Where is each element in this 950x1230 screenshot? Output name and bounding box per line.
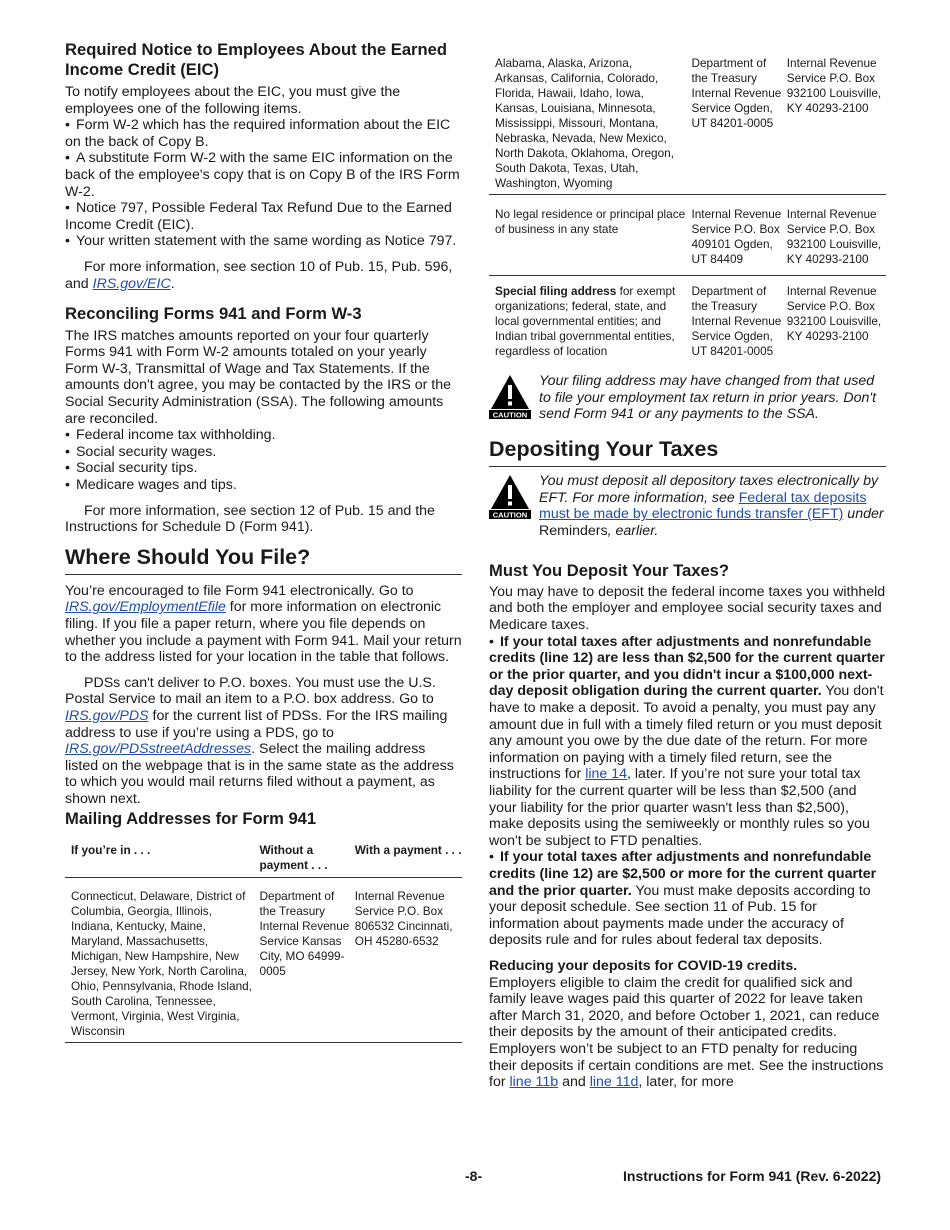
without-payment-cell: Department of the Treasury Internal Revenue Service Kansas City, MO 64999-0005	[259, 888, 350, 978]
caution-icon	[489, 473, 531, 524]
col-header-location: If you’re in . . .	[71, 842, 151, 857]
without-payment-cell: Internal Revenue Service P.O. Box 409101 Ogden, UT 84409	[691, 207, 782, 266]
states-cell: No legal residence or principal place of business in any state	[495, 207, 686, 236]
mailing-heading: Mailing Addresses for Form 941	[65, 809, 317, 829]
where-paragraph-1: You’re encouraged to file Form 941 electronically. Go to IRS.gov/EmploymentEfile for more information on electronic filing. If you file a paper return, where you file depends on whether you include a payment with Form 941. Mail your return to the address listed for your location in the table that follows.	[65, 582, 462, 666]
where-heading: Where Should You File?	[65, 544, 311, 569]
without-payment-cell: Department of the Treasury Internal Revenue Service Ogden, UT 84201-0005	[691, 56, 782, 130]
reconcile-bullet: • Social security wages.	[65, 444, 462, 461]
covid-body: Employers eligible to claim the credit for qualified sick and family leave wages paid this quarter of 2022 for leave taken after March 31, 2020, and before October 1, 2021, can reduce their deposits by the amount of their anticipated credits. Employers won’t be subject to an FTD penalty for reducing their deposits if certain conditions are met. See the instructions for line 11b and line 11d, later, for more	[489, 974, 884, 1091]
deposit-bullet-1: • If your total taxes after adjustments and nonrefundable credits (line 12) are less than $2,500 for the current quarter or the prior quarter, and you didn't incur a $100,000 next-day deposit obligation during the current quarter. You don't have to make a deposit. To avoid a penalty, you must pay any amount due in full with a timely filed return or you must deposit any amount you owe by the due date of the return. For more information on paying with a timely filed return, see the instructions for line 14, later. If you’re not sure your total tax liability for the current quarter will be less than $2,500 (and your liability for the prior quarter wasn't less than $2,500), make deposits using the semiweekly or monthly rules so you won't be subject to FTD penalties.	[489, 634, 886, 850]
mailing-table-right	[489, 56, 886, 359]
caution-note-eft	[489, 473, 886, 539]
caution-text: Your filing address may have changed from that used to file your employment tax return in prior years. Don't send Form 941 or any payments to the SSA.	[539, 373, 877, 423]
irs-pds-link[interactable]: IRS.gov/PDS	[65, 707, 149, 724]
caution-icon	[489, 373, 531, 424]
with-payment-cell: Internal Revenue Service P.O. Box 932100 Louisville, KY 40293-2100	[786, 284, 882, 343]
table-row	[489, 276, 886, 360]
must-deposit-heading: Must You Deposit Your Taxes?	[489, 561, 730, 581]
eic-bullet: • Notice 797, Possible Federal Tax Refund Due to the Earned Income Credit (EIC).	[65, 200, 462, 233]
line-11d-link[interactable]: line 11d	[589, 1074, 639, 1091]
reconcile-heading: Reconciling Forms 941 and Form W-3	[65, 304, 362, 324]
eic-bullet: • A substitute Form W-2 with the same EIC information on the back of the employee's copy that is on Copy B of the IRS Form W-2.	[65, 150, 462, 200]
must-deposit-body: You may have to deposit the federal income taxes you withheld and both the employer and employee social security taxes and Medicare taxes.	[489, 583, 886, 634]
employment-efile-link[interactable]: IRS.gov/EmploymentEfile	[65, 599, 226, 616]
table-row	[489, 195, 886, 276]
svg-text:CAUTION: CAUTION	[492, 510, 528, 519]
reconcile-bullet: • Medicare wages and tips.	[65, 477, 462, 494]
eic-heading: Required Notice to Employees About the Earned Income Credit (EIC)	[65, 40, 448, 79]
reconcile-bullet: • Social security tips.	[65, 460, 462, 477]
pds-street-addresses-link[interactable]: IRS.gov/PDSstreetAddresses	[65, 741, 252, 758]
eic-intro: To notify employees about the EIC, you must give the employees one of the following items.	[65, 84, 401, 117]
mailing-table-left	[65, 843, 462, 1043]
page-number: -8-	[465, 1168, 483, 1184]
line-14-link[interactable]: line 14	[585, 766, 628, 783]
caution-note-filing-address	[489, 373, 886, 424]
states-cell: Special filing address for exempt organizations; federal, state, and local governmental entities; and Indian tribal governmental entities, regardless of location	[495, 284, 676, 358]
where-paragraph-2: PDSs can't deliver to P.O. boxes. You must use the U.S. Postal Service to mail an item to a P.O. box address. Go to IRS.gov/PDS for the current list of PDSs. For the IRS mailing address to use if you’re using a PDS, go to IRS.gov/PDSstreetAddresses. Select the mailing address listed on the webpage that is in the same state as the address to which you would mail returns filed without a payment, as shown next.	[65, 674, 454, 807]
without-payment-cell: Department of the Treasury Internal Revenue Service Ogden, UT 84201-0005	[691, 284, 782, 358]
states-cell: Connecticut, Delaware, District of Columbia, Georgia, Illinois, Indiana, Kentucky, Maine, Maryland, Massachusetts, Michigan, New Hampshire, New Jersey, New York, North Carolina, Ohio, Pennsylvania, Rhode Island, South Carolina, Tennessee, Vermont, Virginia, West Virginia, Wisconsin	[71, 888, 252, 1038]
depositing-heading: Depositing Your Taxes	[489, 437, 719, 461]
left-column	[65, 40, 462, 1043]
svg-text:CAUTION: CAUTION	[492, 410, 528, 419]
reconcile-bullet: • Federal income tax withholding.	[65, 427, 462, 444]
with-payment-cell: Internal Revenue Service P.O. Box 932100 Louisville, KY 40293-2100	[786, 207, 882, 266]
table-row	[489, 56, 886, 195]
col-header-without-payment: Without a payment . . .	[259, 842, 328, 872]
caution-text: You must deposit all depository taxes electronically by EFT. For more information, see Federal tax deposits must be made by electronic funds transfer (EFT) under Reminders, earlier.	[539, 473, 884, 539]
irs-eic-link[interactable]: IRS.gov/EIC	[92, 275, 171, 292]
covid-heading: Reducing your deposits for COVID-19 credits.	[489, 957, 798, 974]
col-header-with-payment: With a payment . . .	[354, 842, 462, 857]
eic-bullet: • Form W-2 which has the required information about the EIC on the back of Copy B.	[65, 117, 462, 150]
reconcile-more: For more information, see section 12 of Pub. 15 and the Instructions for Schedule D (Form 941).	[65, 502, 435, 536]
divider	[65, 574, 462, 575]
states-cell: Alabama, Alaska, Arizona, Arkansas, California, Colorado, Florida, Hawaii, Idaho, Iowa, Kansas, Louisiana, Minnesota, Mississippi, Missouri, Montana, Nebraska, Nevada, New Mexico, North Dakota, Oklahoma, Oregon, South Dakota, Texas, Utah, Washington, Wyoming	[495, 56, 675, 190]
reconcile-body: The IRS matches amounts reported on your four quarterly Forms 941 with Form W-2 amounts totaled on your yearly Form W-3, Transmittal of Wage and Tax Statements. If the amounts don't agree, you may be contacted by the IRS or the Social Security Administration (SSA). The following amounts are reconciled.	[65, 327, 451, 427]
with-payment-cell: Internal Revenue Service P.O. Box 806532 Cincinnati, OH 45280-6532	[354, 888, 453, 948]
with-payment-cell: Internal Revenue Service P.O. Box 932100 Louisville, KY 40293-2100	[786, 56, 882, 115]
footer-title: Instructions for Form 941 (Rev. 6-2022)	[623, 1168, 882, 1184]
deposit-bullet-2: • If your total taxes after adjustments and nonrefundable credits (line 12) are $2,500 or more for the current quarter and the prior quarter. You must make deposits according to your deposit schedule. See section 11 of Pub. 15 for information about payments made under the accuracy of deposits rule and for rules about federal tax deposits.	[489, 849, 886, 949]
line-11b-link[interactable]: line 11b	[509, 1074, 559, 1091]
eic-bullet: • Your written statement with the same wording as Notice 797.	[65, 233, 462, 250]
right-column	[489, 56, 886, 1091]
divider	[489, 466, 886, 467]
table-header-row	[65, 843, 462, 878]
table-row	[65, 877, 462, 1042]
eic-more: For more information, see section 10 of Pub. 15, Pub. 596, and IRS.gov/EIC.	[65, 258, 453, 292]
eft-link[interactable]: Federal tax deposits must be made by electronic funds transfer (EFT)	[539, 489, 867, 523]
